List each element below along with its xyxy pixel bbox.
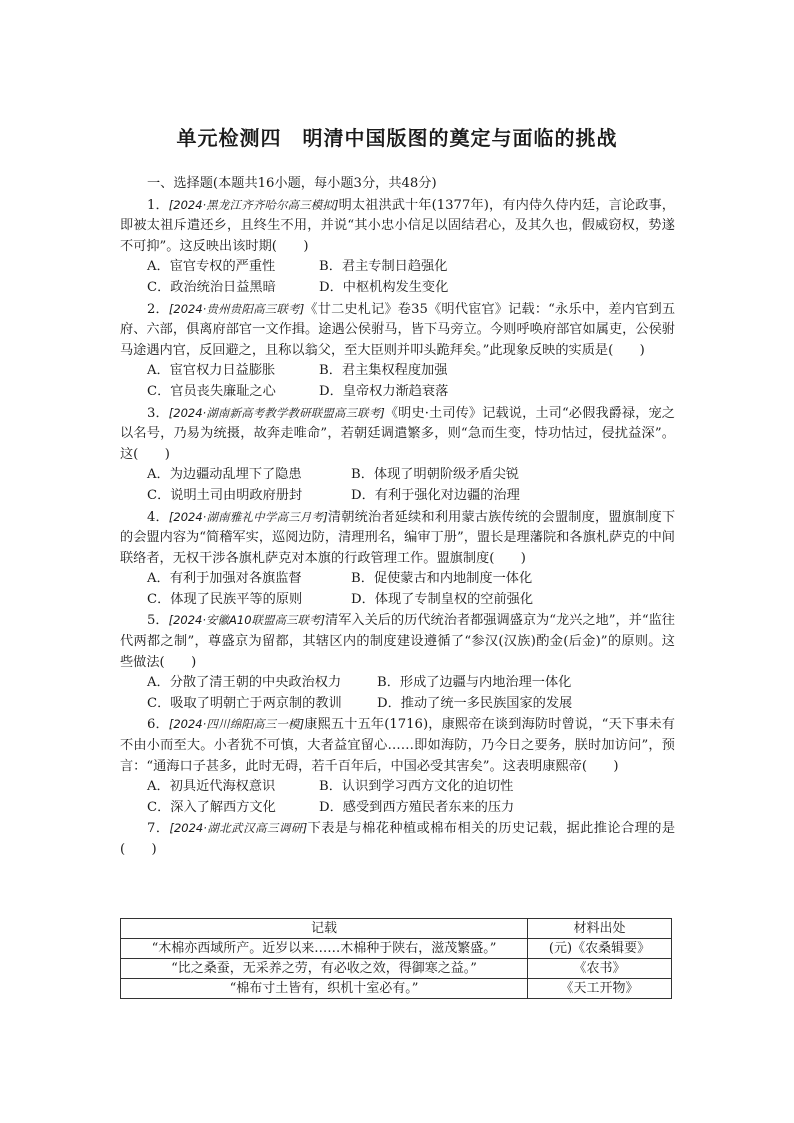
question-stem: 《明史·土司传》记载说，土司“必假我爵禄，宠之以名号，乃易为统摄，故奔走唯命”，若朝廷调遣繁多，则“急而生变，恃功怙过，侵扰益深”。这( ): [120, 405, 675, 462]
question-stem: 清朝统治者延续和利用蒙古族传统的会盟制度，盟旗制度下的会盟内容为“简稽军实，巡阅边防，清理刑名，编审丁册”，盟长是理藩院和各旗札萨克的中间联络者，无权干涉各旗札萨克对本旗的行政管理工作。盟旗制度( ): [120, 509, 676, 566]
option-d[interactable]: D．感受到西方殖民者东来的压力: [319, 799, 515, 815]
option-c[interactable]: C．体现了民族平等的原则: [147, 591, 303, 607]
records-table: [120, 918, 672, 999]
option-d[interactable]: D．有利于强化对边疆的治理: [351, 487, 520, 503]
option-a[interactable]: A．为边疆动乱埋下了隐患: [147, 467, 302, 483]
column-header-source: 材料出处: [528, 919, 672, 939]
table-row: [121, 939, 672, 959]
options: [120, 361, 675, 402]
option-b[interactable]: B．君主专制日趋强化: [319, 259, 448, 275]
option-d[interactable]: D．中枢机构发生变化: [319, 279, 449, 295]
source-cell: 《农书》: [528, 959, 672, 979]
option-c[interactable]: C．官员丧失廉耻之心: [147, 383, 276, 399]
option-c[interactable]: C．说明土司由明政府册封: [147, 487, 303, 503]
question-stem: 下表是与棉花种植或棉布相关的历史记载，据此推论合理的是( ): [120, 821, 676, 857]
question-source: [2024·贵州贵阳高三联考]: [168, 301, 305, 316]
question-source: [2024·四川绵阳高三一模]: [168, 717, 305, 732]
question-stem: 康熙五十五年(1716)，康熙帝在谈到海防时曾说，“天下事未有不由小而至大。小者犹不可慎，大者益宜留心……即如海防，乃今日之要务，朕时加访问”，预言：“通海口子甚多，此时无碍，若千百年后，中国必受其害矣”。这表明康熙帝( ): [120, 717, 675, 774]
option-b[interactable]: B．认识到学习西方文化的迫切性: [319, 779, 514, 795]
option-d[interactable]: D．推动了统一多民族国家的发展: [377, 695, 573, 711]
options: [120, 257, 675, 298]
question-number: 5．: [147, 613, 169, 629]
question-5: [120, 610, 675, 714]
options: [120, 777, 675, 818]
option-b[interactable]: B．促使蒙古和内地制度一体化: [351, 571, 533, 587]
option-c[interactable]: C．吸取了明朝亡于两京制的教训: [147, 695, 342, 711]
question-stem: 明太祖洪武十年(1377年)，有内侍久侍内廷，言论政事，即被太祖斥遣还乡，且终生不用，并说“其小忠小信足以固结君心，及其久也，假威窃权，势遂不可抑”。这反映出该时期( ): [120, 197, 675, 254]
question-number: 2．: [147, 301, 169, 317]
column-header-record: 记载: [121, 919, 528, 939]
record-cell: “比之桑蚕，无采养之劳，有必收之效，得御寒之益。”: [121, 959, 528, 979]
option-a[interactable]: A．宦官专权的严重性: [147, 259, 276, 275]
record-cell: “棉布寸土皆有，织机十室必有。”: [121, 979, 528, 999]
option-a[interactable]: A．初具近代海权意识: [147, 779, 276, 795]
question-source: [2024·安徽A10联盟高三联考]: [168, 613, 326, 628]
question-number: 7．: [147, 821, 170, 837]
source-cell: (元)《农桑辑要》: [528, 939, 672, 959]
options: [120, 673, 675, 714]
question-source: [2024·湖北武汉高三调研]: [169, 821, 308, 836]
options: [120, 569, 675, 610]
question-number: 3．: [147, 405, 169, 421]
question-stem: 《廿二史札记》卷35《明代宦官》记载：“永乐中，差内官到五府、六部，俱离府部官一文作揖。途遇公侯驸马，皆下马旁立。今则呼唤府部官如属吏，公侯驸马途遇内官，反回避之，且称以翁父，至大臣则并叩头跪拜矣。”此现象反映的实质是( ): [120, 301, 676, 358]
option-a[interactable]: A．宦官权力日益膨胀: [147, 363, 276, 379]
option-a[interactable]: A．分散了清王朝的中央政治权力: [147, 675, 342, 691]
question-number: 4．: [147, 509, 169, 525]
question-6: [120, 714, 675, 818]
question-3: [120, 403, 675, 507]
source-cell: 《天工开物》: [528, 979, 672, 999]
record-cell: “木棉亦西域所产。近岁以来……木棉种于陕右，滋茂繁盛。”: [121, 939, 528, 959]
options: [120, 465, 675, 506]
question-7: [120, 818, 675, 860]
table-row: [121, 959, 672, 979]
question-2: [120, 299, 675, 403]
option-a[interactable]: A．有利于加强对各旗监督: [147, 571, 302, 587]
option-b[interactable]: B．君主集权程度加强: [319, 363, 448, 379]
question-source: [2024·湖南新高考教学教研联盟高三联考]: [168, 405, 385, 420]
option-b[interactable]: B．形成了边疆与内地治理一体化: [377, 675, 572, 691]
question-source: [2024·湖南雅礼中学高三月考]: [168, 509, 328, 524]
question-number: 1．: [147, 197, 169, 213]
question-list: [120, 174, 675, 861]
question-stem: 清军入关后的历代统治者都强调盛京为“龙兴之地”，并“监往代两都之制”，尊盛京为留都，其辖区内的制度建设遵循了“参汉(汉族)酌金(后金)”的原则。这些做法( ): [120, 613, 675, 670]
question-number: 6．: [147, 717, 169, 733]
question-4: [120, 507, 675, 611]
option-c[interactable]: C．政治统治日益黑暗: [147, 279, 276, 295]
option-d[interactable]: D．皇帝权力渐趋衰落: [319, 383, 449, 399]
page-title: 单元检测四 明清中国版图的奠定与面临的挑战: [176, 126, 618, 150]
option-c[interactable]: C．深入了解西方文化: [147, 799, 276, 815]
option-b[interactable]: B．体现了明朝阶级矛盾尖锐: [351, 467, 519, 483]
question-1: [120, 195, 675, 299]
question-source: [2024·黑龙江齐齐哈尔高三模拟]: [168, 197, 339, 212]
section-heading: 一、选择题(本题共16小题，每小题3分，共48分): [147, 176, 437, 191]
table-row: [121, 979, 672, 999]
table-header-row: [121, 919, 672, 939]
option-d[interactable]: D．体现了专制皇权的空前强化: [351, 591, 534, 607]
